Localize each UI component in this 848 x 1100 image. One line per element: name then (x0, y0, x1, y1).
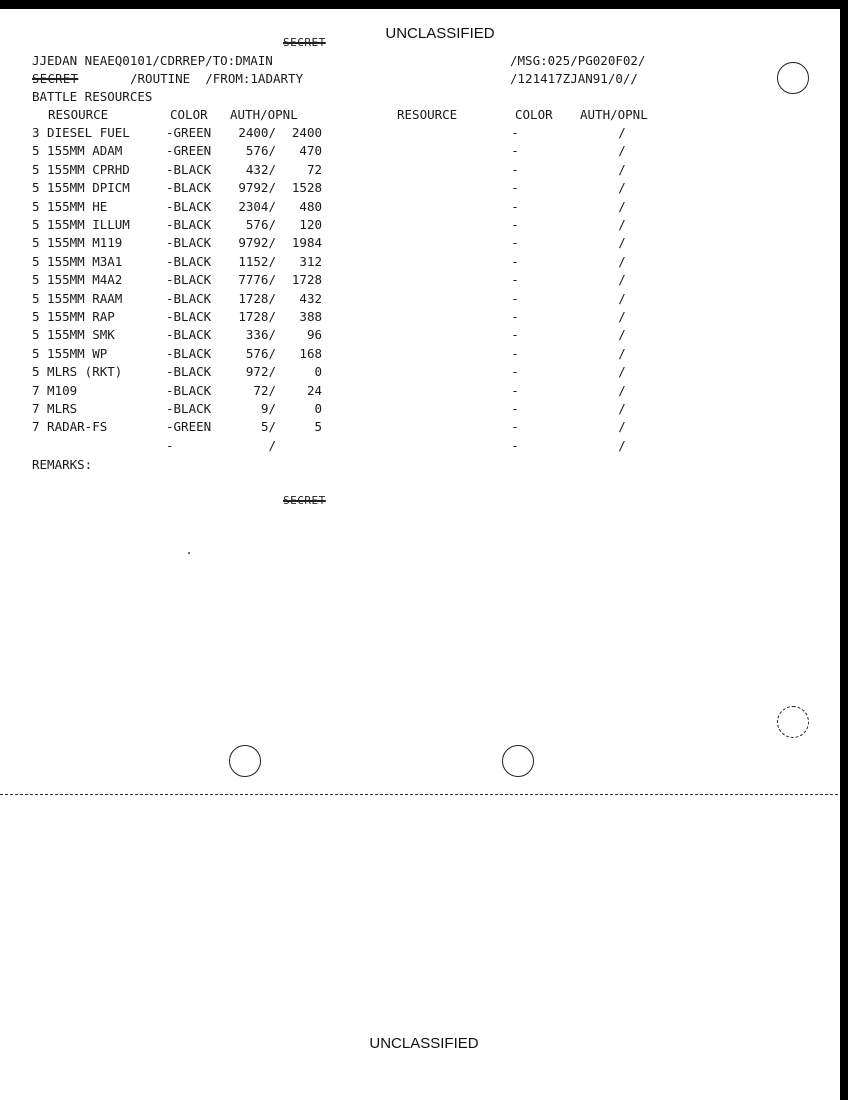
row-color-2: - (511, 143, 519, 159)
row-auth: 576/ (245, 345, 276, 361)
row-color-2: - (511, 180, 519, 196)
row-opnl: 168 (299, 345, 322, 361)
row-auth: 9792/ (238, 180, 276, 196)
row-color: -GREEN (166, 125, 212, 140)
row-auth: 1152/ (238, 253, 276, 269)
row-resource: 7 RADAR-FS (32, 419, 108, 435)
row-color: -BLACK (166, 161, 212, 177)
row-resource: 5 155MM CPRHD (32, 161, 130, 177)
row-color-2: - (511, 345, 519, 361)
row-auth-2: / (618, 198, 626, 214)
row-auth: 432/ (245, 161, 276, 177)
row-resource: 5 155MM M3A1 (32, 253, 123, 269)
header-date-time-group: /121417ZJAN91/0// (510, 71, 638, 86)
row-color: -BLACK (166, 401, 212, 416)
row-auth: 1728/ (238, 290, 276, 306)
header-message-number: /MSG:025/PG020F02/ (510, 53, 646, 68)
row-opnl: 0 (314, 364, 322, 380)
punch-hole-right-bottom (777, 706, 809, 738)
row-resource: 5 155MM SMK (32, 327, 115, 343)
row-color-2: - (511, 290, 519, 306)
row-color-2: - (511, 437, 519, 453)
row-color-2: - (511, 253, 519, 269)
row-opnl: 24 (306, 382, 322, 398)
row-opnl: 5 (314, 419, 322, 435)
row-resource: 5 155MM DPICM (32, 180, 130, 196)
row-auth-2: / (618, 143, 626, 159)
punch-hole-left (229, 745, 261, 777)
row-color-2: - (511, 382, 519, 398)
row-color-2: - (511, 401, 519, 416)
row-color-2: - (511, 309, 519, 324)
row-auth-2: / (618, 217, 626, 232)
row-auth-2: / (618, 161, 626, 177)
row-color: -BLACK (166, 382, 212, 398)
row-resource: 5 MLRS (RKT) (32, 364, 123, 380)
row-auth-2: / (618, 382, 626, 398)
classification-banner-bottom: UNCLASSIFIED (369, 1035, 479, 1052)
row-opnl: 1728 (291, 272, 322, 288)
row-auth: 336/ (245, 327, 276, 343)
row-resource: 5 155MM WP (32, 345, 108, 361)
row-auth: 2304/ (238, 198, 276, 214)
row-auth: 7776/ (238, 272, 276, 288)
row-auth-2: / (618, 364, 626, 380)
row-color: -BLACK (166, 217, 212, 232)
col-header-color-2: COLOR (515, 107, 553, 122)
row-auth: 2400/ (238, 125, 276, 140)
struck-classification-top: SECRET (283, 36, 326, 49)
row-opnl: 388 (299, 309, 322, 324)
row-auth-2: / (618, 272, 626, 288)
row-resource: 3 DIESEL FUEL (32, 125, 130, 140)
row-auth: 9/ (260, 401, 276, 416)
row-opnl: 432 (299, 290, 322, 306)
row-resource: 5 155MM ILLUM (32, 217, 130, 232)
row-resource: 5 155MM M119 (32, 235, 123, 251)
row-auth-2: / (618, 253, 626, 269)
row-color-2: - (511, 217, 519, 232)
col-header-auth-opnl-2: AUTH/OPNL (580, 107, 648, 122)
row-color-2: - (511, 125, 519, 140)
struck-classification-header: SECRET (32, 72, 79, 86)
row-auth-2: / (618, 327, 626, 343)
row-resource: 7 MLRS (32, 401, 78, 416)
row-color: -BLACK (166, 327, 212, 343)
row-color-2: - (511, 327, 519, 343)
struck-classification-bottom: SECRET (283, 494, 326, 507)
row-color-2: - (511, 272, 519, 288)
right-black-border (840, 0, 848, 1100)
row-auth-2: / (618, 401, 626, 416)
row-color: -BLACK (166, 309, 212, 324)
perforation-line (0, 794, 838, 795)
row-resource: 7 M109 (32, 382, 78, 398)
row-resource: 5 155MM ADAM (32, 143, 123, 159)
row-resource: 5 155MM RAAM (32, 290, 123, 306)
row-color: -GREEN (166, 419, 212, 435)
classification-banner-top: UNCLASSIFIED (385, 25, 495, 42)
row-color: -BLACK (166, 364, 212, 380)
row-color: -BLACK (166, 180, 212, 196)
row-color-2: - (511, 364, 519, 380)
row-opnl: 0 (314, 401, 322, 416)
row-color: -BLACK (166, 235, 212, 251)
col-header-resource-2: RESOURCE (397, 107, 458, 122)
row-auth-2: / (618, 125, 626, 140)
row-color: -BLACK (166, 345, 212, 361)
row-color: -GREEN (166, 143, 212, 159)
header-routing-line: JJEDAN NEAEQ0101/CDRREP/TO:DMAIN (32, 53, 273, 68)
row-color: -BLACK (166, 253, 212, 269)
row-resource: 5 155MM M4A2 (32, 272, 123, 288)
row-resource: 5 155MM RAP (32, 309, 115, 324)
row-color: -BLACK (166, 198, 212, 214)
header-precedence-from: /ROUTINE /FROM:1ADARTY (130, 71, 304, 86)
row-auth-2: / (618, 180, 626, 196)
punch-hole-right-top (777, 62, 809, 94)
top-black-border (0, 0, 848, 9)
row-auth-2: / (618, 345, 626, 361)
row-auth-2: / (618, 235, 626, 251)
row-resource: 5 155MM HE (32, 198, 108, 214)
row-auth: 1728/ (238, 309, 276, 324)
row-auth: 576/ (245, 143, 276, 159)
row-opnl: 480 (299, 198, 322, 214)
row-auth-2: / (618, 437, 626, 453)
col-header-auth-opnl: AUTH/OPNL (230, 107, 298, 122)
row-color: -BLACK (166, 272, 212, 288)
scan-speck (188, 552, 190, 554)
row-auth: 576/ (245, 217, 276, 232)
row-opnl: 312 (299, 253, 322, 269)
row-color: - (166, 437, 174, 453)
row-auth-2: / (618, 309, 626, 324)
col-header-color: COLOR (170, 107, 208, 122)
row-opnl: 1528 (291, 180, 322, 196)
row-auth-2: / (618, 419, 626, 435)
row-auth: 72/ (253, 382, 276, 398)
row-auth: 5/ (260, 419, 276, 435)
row-auth: 9792/ (238, 235, 276, 251)
row-color-2: - (511, 419, 519, 435)
row-color-2: - (511, 235, 519, 251)
row-auth: 972/ (245, 364, 276, 380)
row-opnl: 1984 (291, 235, 322, 251)
row-color: -BLACK (166, 290, 212, 306)
row-color-2: - (511, 161, 519, 177)
row-opnl: 96 (306, 327, 322, 343)
row-opnl: 470 (299, 143, 322, 159)
row-auth: / (268, 437, 276, 453)
row-opnl: 72 (306, 161, 322, 177)
col-header-resource: RESOURCE (48, 107, 109, 122)
row-opnl: 120 (299, 217, 322, 232)
punch-hole-center (502, 745, 534, 777)
row-color-2: - (511, 198, 519, 214)
section-title: BATTLE RESOURCES (32, 89, 153, 104)
row-opnl: 2400 (291, 125, 322, 140)
row-auth-2: / (618, 290, 626, 306)
remarks-label: REMARKS: (32, 457, 93, 472)
